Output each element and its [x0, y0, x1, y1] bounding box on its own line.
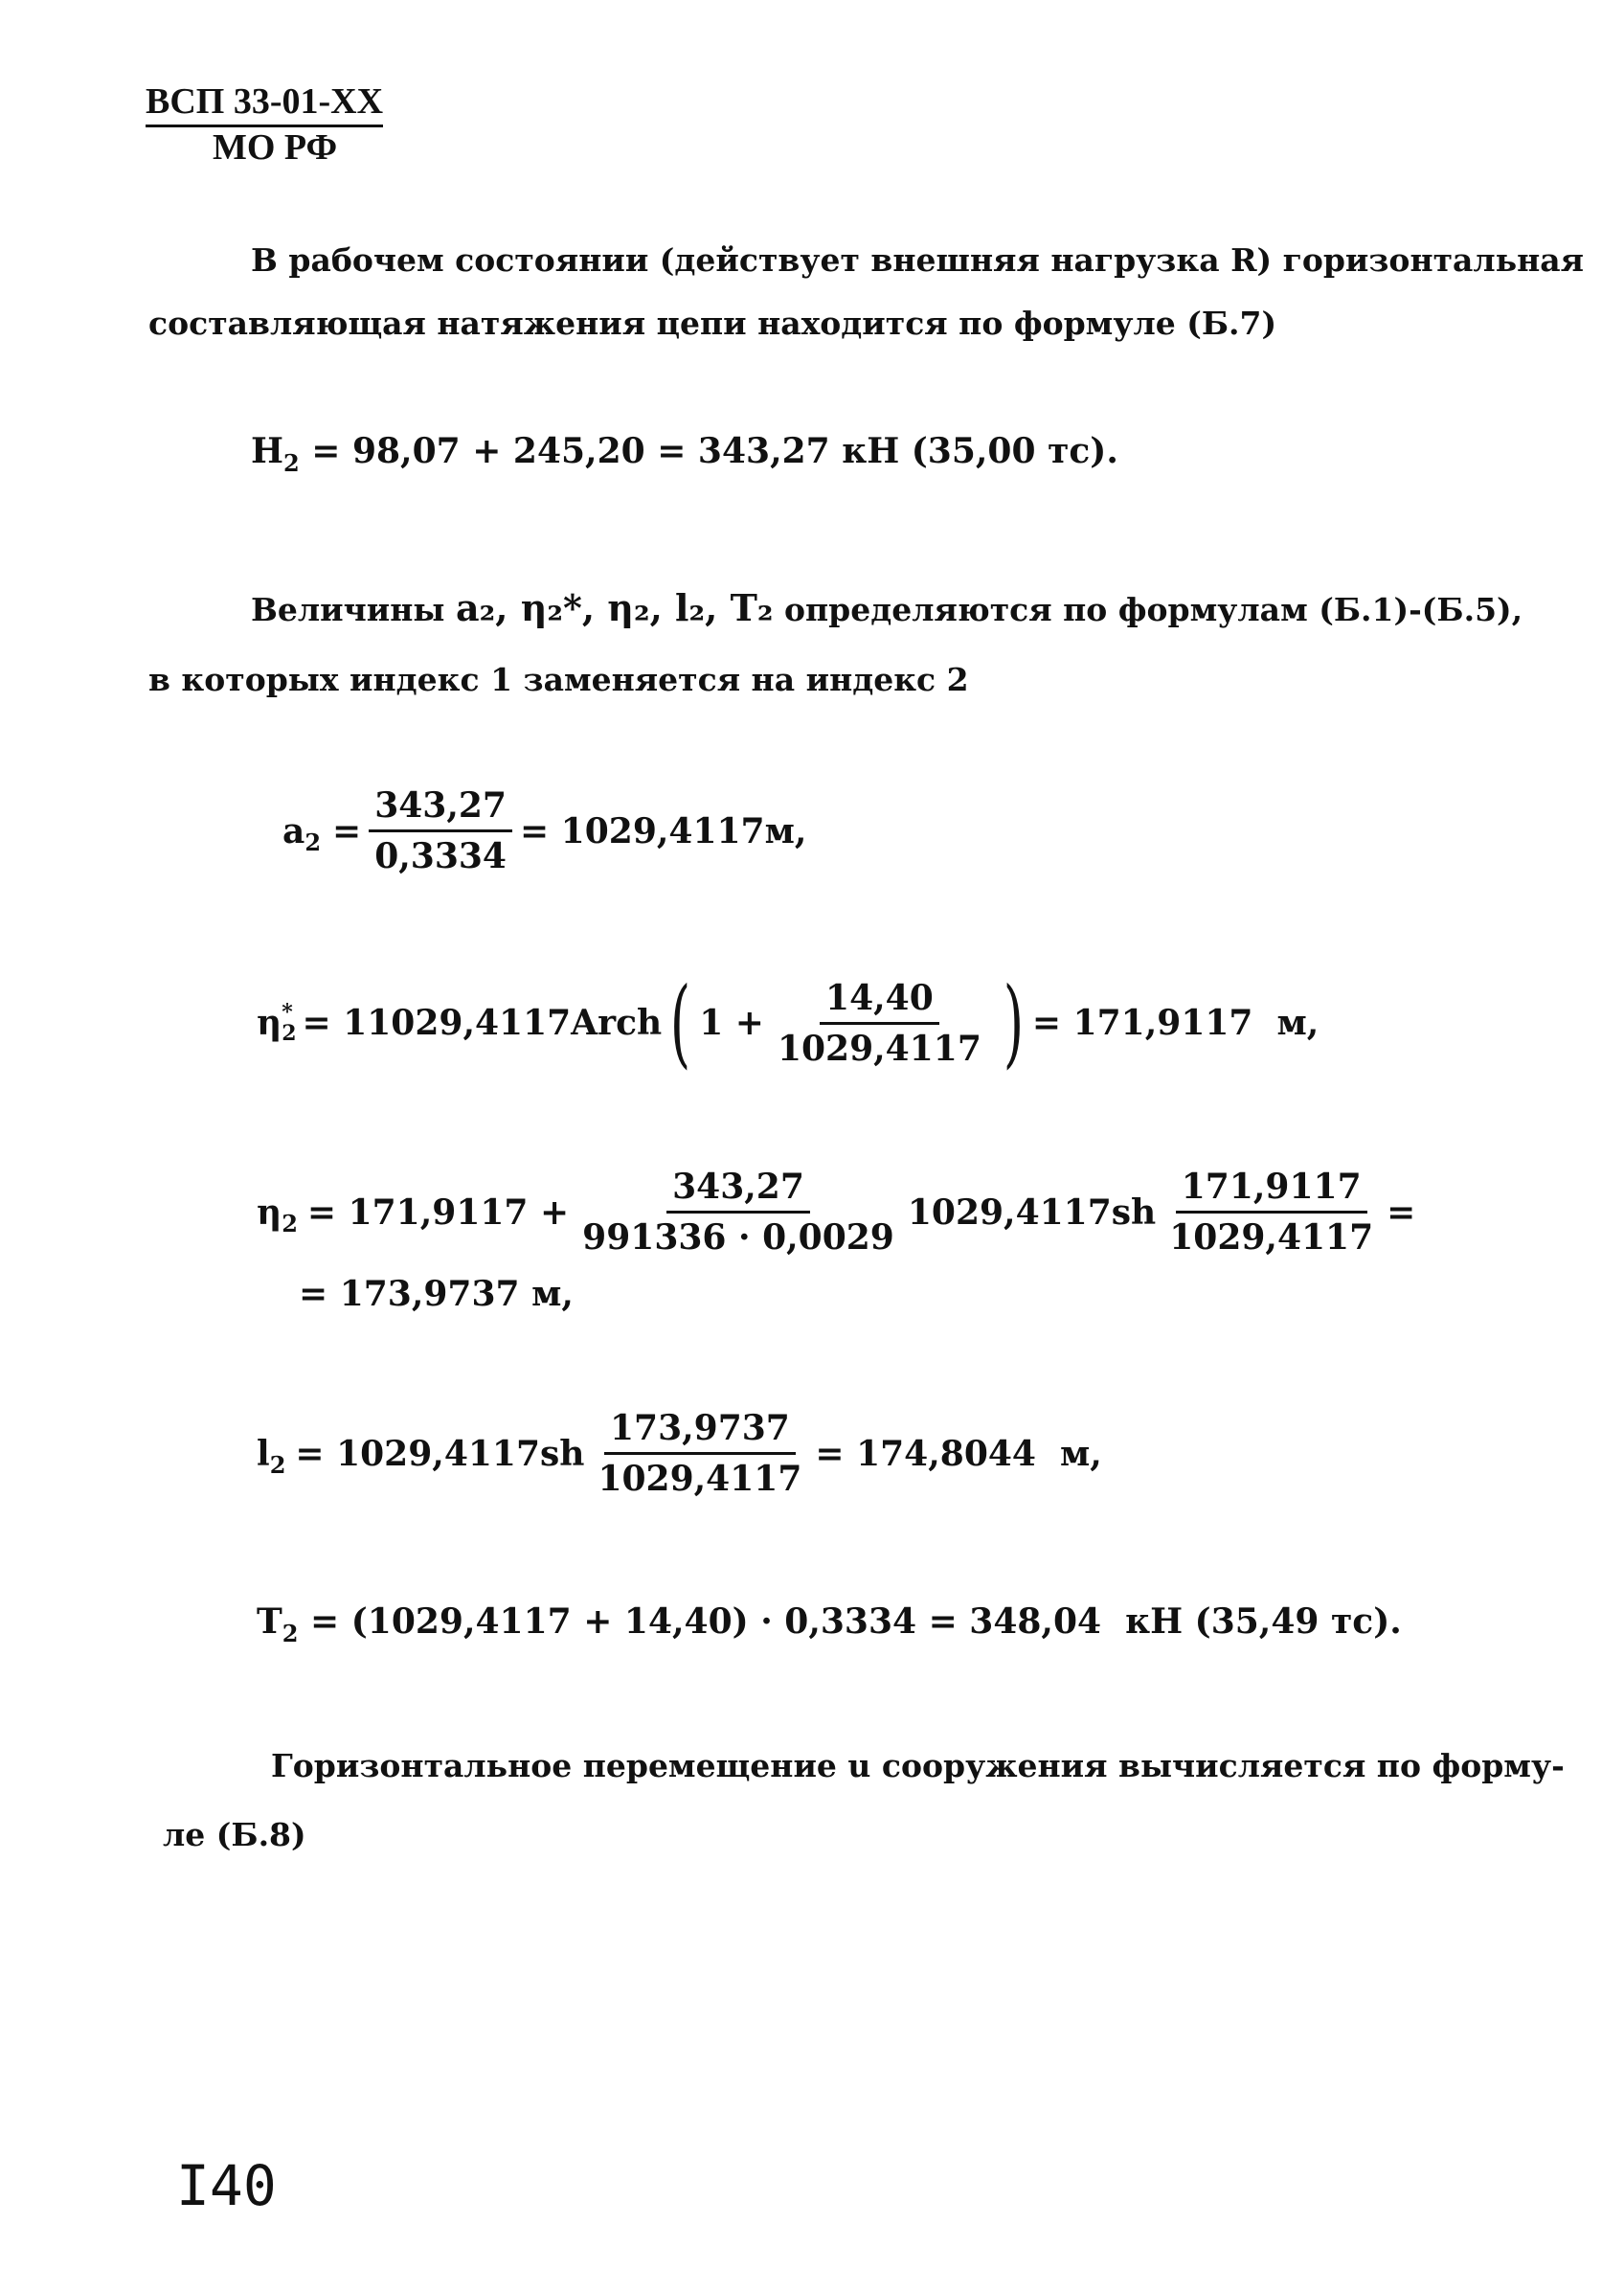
paragraph-3-line-1: Горизонтальное перемещение u сооружения вычисляется по форму- [271, 1747, 1565, 1784]
equation-eta2-fraction-2 [1163, 1167, 1379, 1258]
equation-eta-star-var: η [257, 1003, 282, 1043]
equation-l2-sub: 2 [269, 1451, 286, 1479]
equation-l2-var: l [257, 1433, 270, 1474]
equation-t2-sub: 2 [282, 1619, 299, 1647]
equation-a2-rhs: = 1029,4117м, [519, 810, 807, 851]
equation-eta2 [257, 1167, 1415, 1258]
equation-h2-var: H [251, 431, 284, 471]
paragraph-2-line-2: в которых индекс 1 заменяется на индекс 2 [148, 661, 969, 698]
paragraph-2-post: определяются по формулам (Б.1)-(Б.5), [773, 591, 1523, 628]
paragraph-2-pre: Величины [251, 591, 456, 628]
equation-eta-star-denominator: 1029,4117 [777, 1028, 981, 1069]
left-paren-glyph: ( [669, 966, 691, 1078]
equation-eta2-numerator-1: 343,27 [666, 1167, 810, 1214]
equation-eta2-sub: 2 [282, 1210, 298, 1237]
equation-eta2-mid: 1029,4117sh [907, 1191, 1157, 1233]
equation-eta2-var: η [257, 1191, 282, 1233]
equation-l2-fraction [592, 1408, 807, 1499]
equation-t2 [257, 1601, 1402, 1647]
equation-a2-numerator: 343,27 [369, 785, 512, 832]
equation-eta-star-numerator: 14,40 [820, 978, 939, 1025]
equation-l2 [257, 1408, 1102, 1499]
equation-eta-star-inner: 1 + [699, 1003, 764, 1043]
equation-h2 [251, 431, 1118, 477]
right-paren-glyph: ) [1003, 966, 1025, 1078]
equation-eta2-denominator-2: 1029,4117 [1169, 1217, 1374, 1258]
equation-eta-star-rhs: = 171,9117 м, [1031, 1003, 1320, 1043]
equation-h2-rhs: = 98,07 + 245,20 = 343,27 кН (35,00 тс). [299, 431, 1118, 471]
equation-eta-star-sup: * [282, 1000, 293, 1025]
paragraph-2-line-1 [251, 586, 1522, 629]
paragraph-1-line-1: В рабочем состоянии (действует внешняя нагрузка R) горизонтальная [251, 241, 1585, 279]
equation-a2-denominator: 0,3334 [374, 836, 507, 876]
equation-a2 [282, 785, 806, 876]
paragraph-2-symbols: a₂, η₂*, η₂, l₂, T₂ [455, 586, 774, 629]
equation-t2-var: T [257, 1601, 282, 1642]
equation-eta2-denominator-1: 991336 · 0,0029 [582, 1217, 894, 1258]
equation-eta-star-sub: 2 [282, 1021, 297, 1046]
equation-h2-sub: 2 [283, 448, 300, 477]
equation-t2-rhs: = (1029,4117 + 14,40) · 0,3334 = 348,04 кН (35,49 тс). [298, 1601, 1402, 1642]
equation-l2-rhs: = 174,8044 м, [815, 1433, 1102, 1474]
equation-a2-fraction [369, 785, 512, 876]
equation-a2-sub: 2 [304, 828, 322, 856]
page-number: I40 [176, 2153, 277, 2218]
equation-a2-var: a [282, 810, 305, 851]
organization-label: МО РФ [213, 127, 338, 168]
equation-eta2-eq-end: = [1387, 1191, 1416, 1233]
equation-eta-star-fraction [772, 978, 987, 1069]
equation-l2-denominator: 1029,4117 [598, 1459, 802, 1499]
equation-eta2-fraction-1 [576, 1167, 900, 1258]
equation-eta-star [257, 966, 1320, 1078]
equation-a2-eq: = [332, 810, 362, 851]
paragraph-3-line-2: ле (Б.8) [163, 1816, 306, 1853]
paragraph-1-line-2: составляющая натяжения цепи находится по формуле (Б.7) [148, 305, 1277, 342]
equation-eta2-lhs: = 171,9117 + [306, 1191, 570, 1233]
equation-l2-lhs: = 1029,4117sh [295, 1433, 585, 1474]
document-code: ВСП 33-01-XX [146, 80, 383, 127]
equation-eta-star-lhs: = 11029,4117Arch [302, 1003, 663, 1043]
equation-l2-numerator: 173,9737 [604, 1408, 796, 1455]
equation-eta2-line-2: = 173,9737 м, [299, 1274, 574, 1314]
equation-eta2-numerator-2: 171,9117 [1176, 1167, 1367, 1214]
